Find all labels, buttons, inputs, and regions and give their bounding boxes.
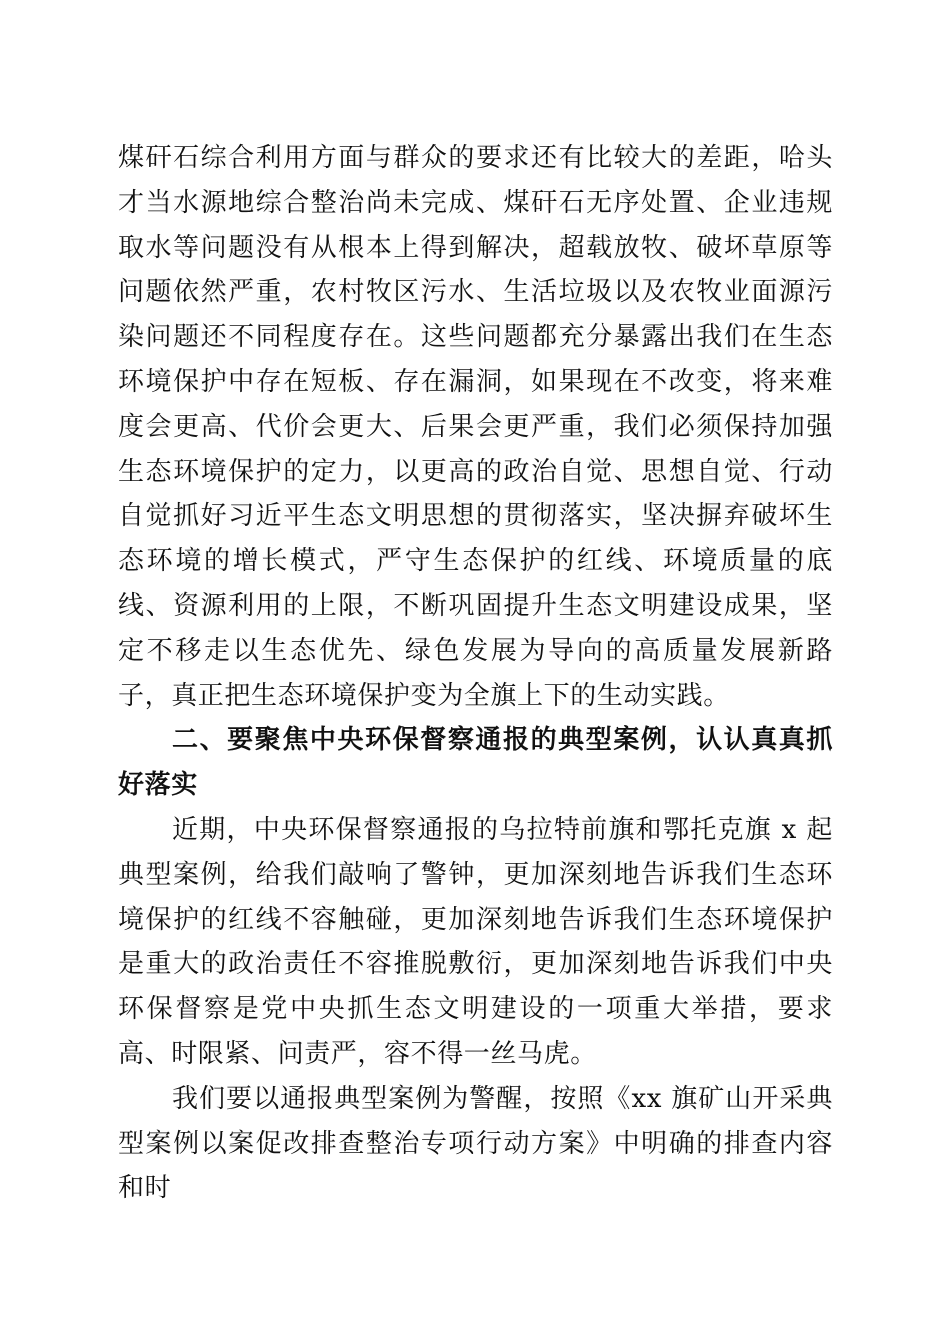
paragraph-warning-action: 我们要以通报典型案例为警醒，按照《xx 旗矿山开采典型案例以案促改排查整治专项行动方案》中明确的排查内容和时 bbox=[118, 1083, 833, 1204]
document-body bbox=[118, 136, 833, 1211]
paragraph-continued: 煤矸石综合利用方面与群众的要求还有比较大的差距，哈头才当水源地综合整治尚未完成、煤矸石无序处置、企业违规取水等问题没有从根本上得到解决，超载放牧、破坏草原等问题依然严重，农村牧区污水、生活垃圾以及农牧业面源污染问题还不同程度存在。这些问题都充分暴露出我们在生态环境保护中存在短板、存在漏洞，如果现在不改变，将来难度会更高、代价会更大、后果会更严重，我们必须保持加强生态环境保护的定力，以更高的政治自觉、思想自觉、行动自觉抓好习近平生态文明思想的贯彻落实，坚决摒弃破坏生态环境的增长模式，严守生态保护的红线、环境质量的底线、资源利用的上限，不断巩固提升生态文明建设成果，坚定不移走以生态优先、绿色发展为导向的高质量发展新路子，真正把生态环境保护变为全旗上下的生动实践。 bbox=[118, 143, 833, 711]
paragraph-typical-cases: 近期，中央环保督察通报的乌拉特前旗和鄂托克旗 x 起典型案例，给我们敲响了警钟，更加深刻地告诉我们生态环境保护的红线不容触碰，更加深刻地告诉我们生态环境保护是重大的政治责任不容推脱敷衍，更加深刻地告诉我们中央环保督察是党中央抓生态文明建设的一项重大举措，要求高、时限紧、问责严，容不得一丝马虎。 bbox=[118, 814, 833, 1069]
section-heading: 二、要聚焦中央环保督察通报的典型案例，认认真真抓好落实 bbox=[118, 725, 833, 801]
